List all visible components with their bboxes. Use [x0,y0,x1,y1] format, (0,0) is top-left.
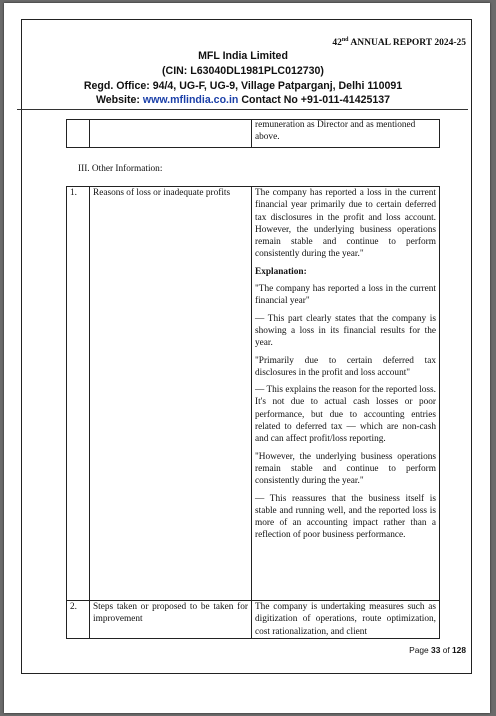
annual-report-header [332,37,466,48]
row-label: Steps taken or proposed to be taken for improvement [90,601,252,639]
company-cin: (CIN: L63040DL1981PLC012730) [162,65,324,77]
website-label: Website: [95,94,143,106]
report-ordinal: nd [341,37,349,43]
report-number: 42 [332,38,342,49]
registered-office: Regd. Office: 94/4, UG-F, UG-9, Village Patparganj, Delhi 110091 [83,80,403,92]
of-label: of [440,645,453,655]
header-divider [17,109,468,110]
other-information-table [66,186,440,639]
website-link[interactable]: www.mflindia.co.in [142,94,239,106]
company-name: MFL India Limited [198,50,288,62]
contact-number: Contact No +91-011-41425137 [238,94,391,106]
continuation-table [66,119,440,148]
paragraph: "The company has reported a loss in the current financial year" [255,284,436,307]
explanation-heading: Explanation: [255,266,307,277]
table-cell-empty [67,120,90,148]
table-row [67,120,440,148]
page-number [409,645,466,655]
row-label: Reasons of loss or inadequate profits [90,187,252,601]
table-row [67,601,440,639]
table-cell-empty [90,120,252,148]
page-label: Page [409,645,432,655]
current-page: 33 [431,645,441,655]
table-row [67,187,440,601]
paragraph: The company has reported a loss in the current financial year primarily due to certain deferred tax disclosures in the profit and loss account. However, the underlying business operations remain stable and continue to perform consistently during the year." [255,188,436,260]
paragraph: "Primarily due to certain deferred tax disclosures in the profit and loss account" [255,355,436,378]
section-title: III. Other Information: [78,164,163,174]
row-content: The company is undertaking measures such as digitization of operations, route optimization, cost rationalization, and client [252,601,440,639]
report-title: ANNUAL REPORT 2024-25 [348,38,466,49]
row-content [252,187,440,601]
paragraph: — This explains the reason for the reported loss. It's not due to actual cash losses or poor performance, but due to accounting entries related to deferred tax — which are non-cash and can affect profit/loss reporting. [255,385,436,445]
total-pages: 128 [452,645,466,655]
row-number: 2. [67,601,90,639]
row-number: 1. [67,187,90,601]
website-contact-line [0,94,486,106]
paragraph: — This reassures that the business itself is stable and running well, and the reported loss is more of an accounting impact rather than a reflection of poor business performance. [255,493,436,541]
paragraph: "However, the underlying business operations remain stable and continue to perform consistently during the year." [255,451,436,487]
paragraph: — This part clearly states that the company is showing a loss in its financial results for the year. [255,313,436,349]
table-cell-text: remuneration as Director and as mentioned above. [252,120,440,148]
